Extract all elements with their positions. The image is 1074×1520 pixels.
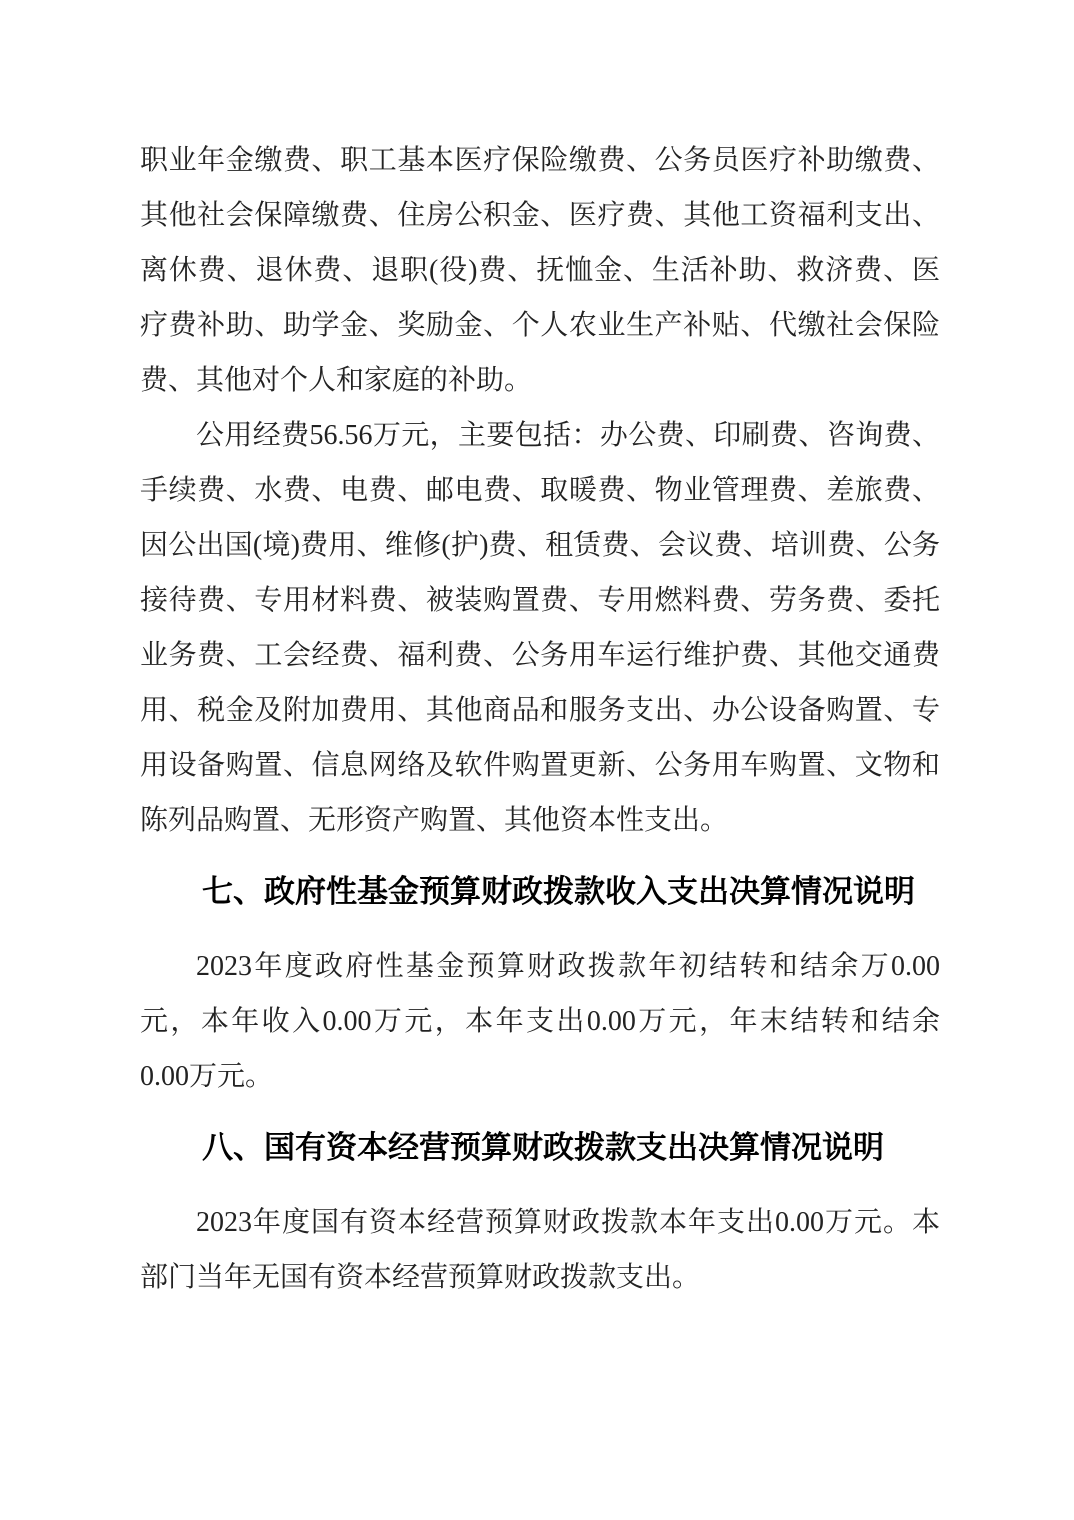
text-line: 手续费、水费、电费、邮电费、取暖费、物业管理费、差旅费、 [140, 475, 940, 506]
text-line: 公用经费56.56万元，主要包括：办公费、印刷费、咨询费、 [196, 420, 940, 451]
text-line: 用、税金及附加费用、其他商品和服务支出、办公设备购置、专 [140, 695, 940, 726]
paragraph-government-fund [140, 939, 940, 1104]
text-line: 元，本年收入0.00万元，本年支出0.00万元，年末结转和结余 [140, 1006, 940, 1037]
paragraph-public-expense [140, 408, 940, 848]
text-line: 部门当年无国有资本经营预算财政拨款支出。 [140, 1262, 701, 1293]
text-line: 用设备购置、信息网络及软件购置更新、公务用车购置、文物和 [140, 750, 940, 781]
paragraph-personnel-benefits [140, 133, 940, 408]
text-line: 费、其他对个人和家庭的补助。 [140, 365, 533, 396]
text-line: 业务费、工会经费、福利费、公务用车运行维护费、其他交通费 [140, 640, 940, 671]
text-line: 接待费、专用材料费、被装购置费、专用燃料费、劳务费、委托 [140, 585, 940, 616]
text-line: 离休费、退休费、退职(役)费、抚恤金、生活补助、救济费、医 [140, 255, 940, 286]
section-heading-8-state-capital: 八、国有资本经营预算财政拨款支出决算情况说明 [202, 1130, 884, 1165]
text-line: 0.00万元。 [140, 1061, 274, 1092]
text-line: 疗费补助、助学金、奖励金、个人农业生产补贴、代缴社会保险 [140, 310, 940, 341]
text-line: 职业年金缴费、职工基本医疗保险缴费、公务员医疗补助缴费、 [140, 145, 940, 176]
text-line: 陈列品购置、无形资产购置、其他资本性支出。 [140, 805, 729, 836]
text-line: 2023年度政府性基金预算财政拨款年初结转和结余万0.00 [196, 951, 940, 982]
text-line: 2023年度国有资本经营预算财政拨款本年支出0.00万元。本 [196, 1207, 940, 1238]
text-line: 其他社会保障缴费、住房公积金、医疗费、其他工资福利支出、 [140, 200, 940, 231]
text-line: 因公出国(境)费用、维修(护)费、租赁费、会议费、培训费、公务 [140, 530, 940, 561]
section-heading-7-government-fund: 七、政府性基金预算财政拨款收入支出决算情况说明 [202, 874, 915, 909]
paragraph-state-capital [140, 1195, 940, 1305]
